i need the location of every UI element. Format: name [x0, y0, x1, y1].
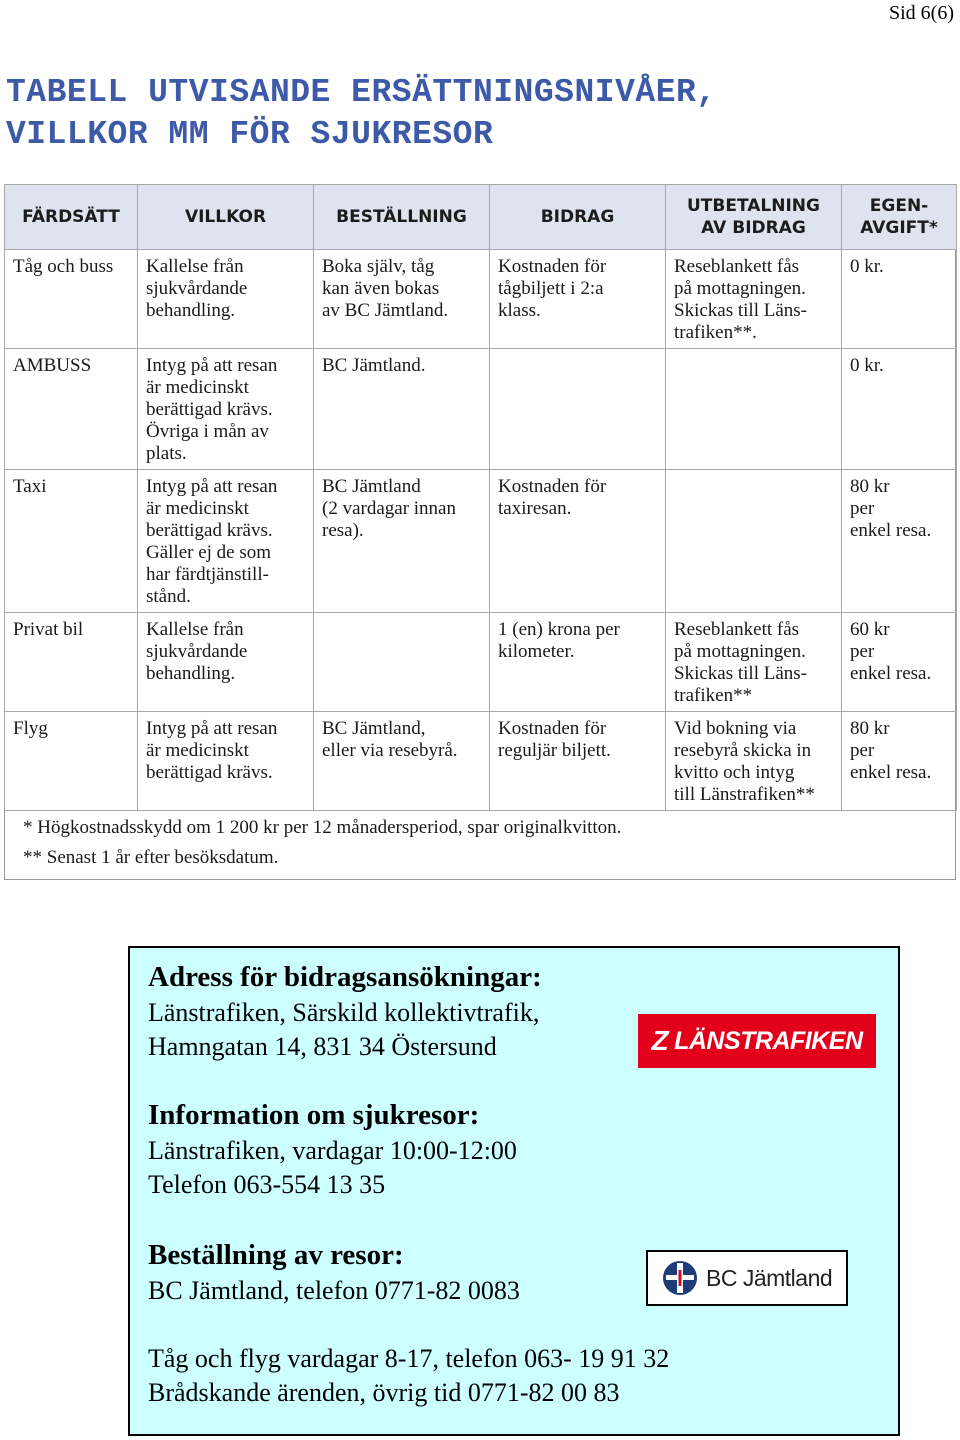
cell-fardsatt: Tåg och buss [5, 250, 138, 349]
table-header-row [5, 185, 957, 250]
cell-villkor: Kallelse från sjukvårdande behandling. [138, 250, 314, 349]
contact-info-box [128, 946, 900, 1436]
cell-bidrag: Kostnaden för tågbiljett i 2:a klass. [490, 250, 666, 349]
table-row [5, 470, 957, 613]
reimbursement-table [4, 184, 957, 811]
footnote-deadline: ** Senast 1 år efter besöksdatum. [23, 847, 279, 868]
cell-villkor: Kallelse från sjukvårdande behandling. [138, 613, 314, 712]
information-line-2: Telefon 063-554 13 35 [148, 1170, 386, 1199]
address-line-1: Länstrafiken, Särskild kollektivtrafik, [148, 998, 540, 1027]
cell-bestallning: Boka själv, tåg kan även bokas av BC Jämtland. [314, 250, 490, 349]
cell-utbetalning: Vid bokning via resebyrå skicka in kvitto och intyg till Länstrafiken** [666, 712, 842, 811]
header-bestallning: BESTÄLLNING [314, 185, 490, 250]
lanstrafiken-logo-text: LÄNSTRAFIKEN [674, 1026, 863, 1055]
page-title-line-2: VILLKOR MM FÖR SJUKRESOR [6, 116, 494, 153]
cell-bidrag: 1 (en) krona per kilometer. [490, 613, 666, 712]
cell-egenavgift: 0 kr. [842, 349, 957, 470]
cell-bestallning: BC Jämtland (2 vardagar innan resa). [314, 470, 490, 613]
cell-utbetalning: Reseblankett fås på mottagningen. Skickas till Läns- trafiken**. [666, 250, 842, 349]
cell-bidrag: Kostnaden för reguljär biljett. [490, 712, 666, 811]
header-egenavgift: EGEN- AVGIFT* [842, 185, 957, 250]
cell-utbetalning [666, 349, 842, 470]
cell-bidrag [490, 349, 666, 470]
bc-jamtland-logo [646, 1250, 848, 1306]
ordering-line-1: BC Jämtland, telefon 0771-82 0083 [148, 1276, 520, 1305]
cell-fardsatt: Privat bil [5, 613, 138, 712]
cell-bestallning: BC Jämtland. [314, 349, 490, 470]
cell-fardsatt: Taxi [5, 470, 138, 613]
lanstrafiken-logo [638, 1014, 876, 1068]
footnote-high-cost-protection: * Högkostnadsskydd om 1 200 kr per 12 månadersperiod, spar originalkvitton. [23, 817, 622, 838]
cell-fardsatt: AMBUSS [5, 349, 138, 470]
cell-villkor: Intyg på att resan är medicinskt berättigad krävs. Gäller ej de som har färdtjänstill- stånd. [138, 470, 314, 613]
table-row [5, 250, 957, 349]
header-villkor: VILLKOR [138, 185, 314, 250]
header-bidrag: BIDRAG [490, 185, 666, 250]
cell-bidrag: Kostnaden för taxiresan. [490, 470, 666, 613]
train-flight-line: Tåg och flyg vardagar 8-17, telefon 063- 19 91 32 [148, 1344, 670, 1373]
table-row [5, 712, 957, 811]
cell-bestallning [314, 613, 490, 712]
table-footnotes [23, 813, 621, 873]
page-title [6, 72, 717, 156]
cell-bestallning: BC Jämtland, eller via resebyrå. [314, 712, 490, 811]
address-line-2: Hamngatan 14, 831 34 Östersund [148, 1032, 497, 1061]
header-utbetalning: UTBETALNING AV BIDRAG [666, 185, 842, 250]
cell-egenavgift: 80 kr per enkel resa. [842, 712, 957, 811]
page-title-line-1: TABELL UTVISANDE ERSÄTTNINGSNIVÅER, [6, 74, 717, 111]
lanstrafiken-z-icon: Z [651, 1025, 669, 1056]
cell-utbetalning [666, 470, 842, 613]
bc-jamtland-logo-text: BC Jämtland [706, 1264, 833, 1291]
cell-egenavgift: 60 kr per enkel resa. [842, 613, 957, 712]
cell-egenavgift: 0 kr. [842, 250, 957, 349]
cell-utbetalning: Reseblankett fås på mottagningen. Skickas till Läns- trafiken** [666, 613, 842, 712]
header-fardsatt: FÄRDSÄTT [5, 185, 138, 250]
information-heading: Information om sjukresor: [148, 1099, 480, 1131]
cell-egenavgift: 80 kr per enkel resa. [842, 470, 957, 613]
cell-villkor: Intyg på att resan är medicinskt berättigad krävs. [138, 712, 314, 811]
cell-fardsatt: Flyg [5, 712, 138, 811]
page-number: Sid 6(6) [889, 2, 954, 24]
address-heading: Adress för bidragsansökningar: [148, 961, 542, 993]
table-row [5, 349, 957, 470]
information-line-1: Länstrafiken, vardagar 10:00-12:00 [148, 1136, 517, 1165]
ordering-heading: Beställning av resor: [148, 1239, 404, 1271]
table-row [5, 613, 957, 712]
reimbursement-table-box [4, 184, 956, 880]
bc-jamtland-emblem-icon [662, 1260, 698, 1296]
urgent-line: Brådskande ärenden, övrig tid 0771-82 00 83 [148, 1378, 620, 1407]
cell-villkor: Intyg på att resan är medicinskt berättigad krävs. Övriga i mån av plats. [138, 349, 314, 470]
